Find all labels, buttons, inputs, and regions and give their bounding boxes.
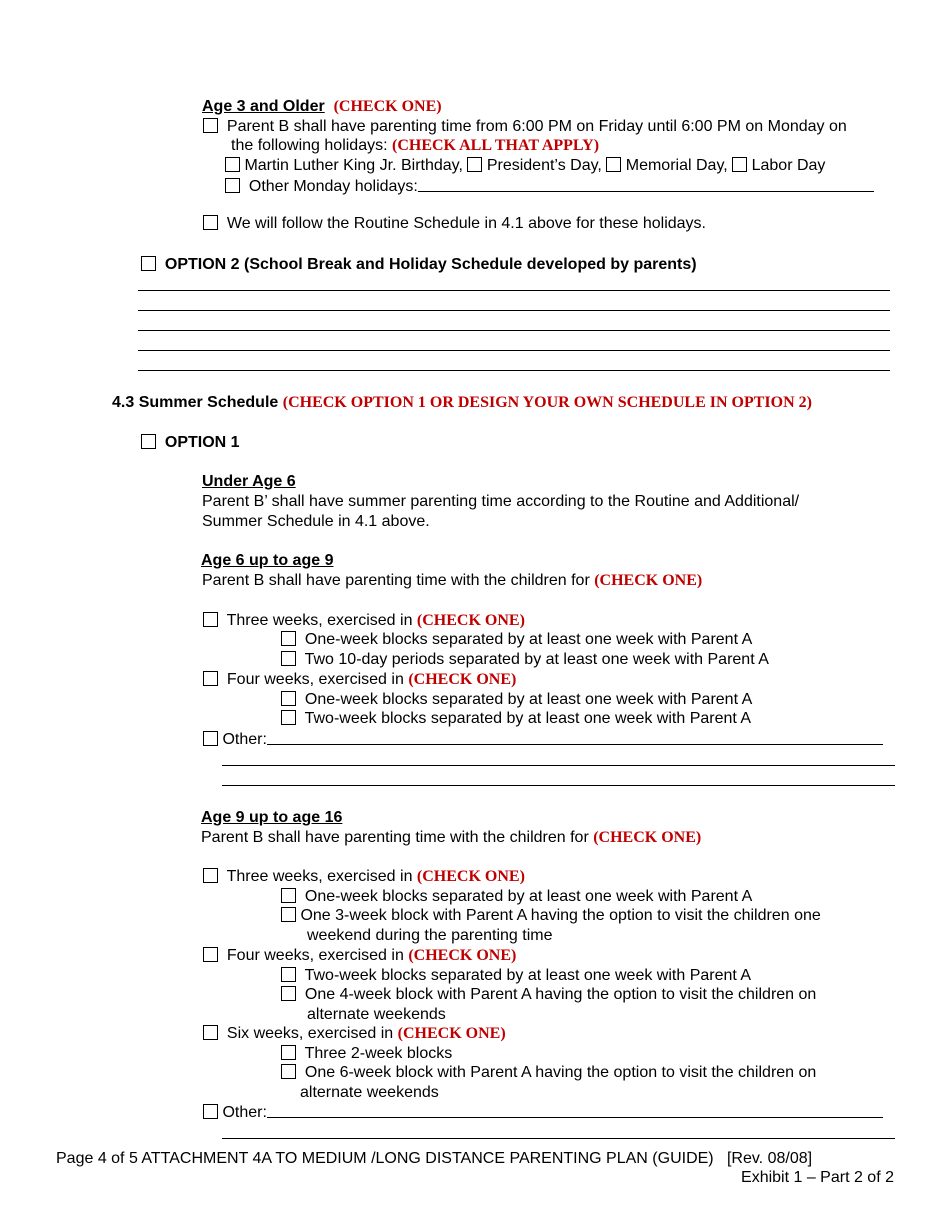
summer-option1-label: OPTION 1 <box>164 434 240 451</box>
age9-three-weeks-row <box>203 867 525 886</box>
summer-option1-checkbox[interactable] <box>141 434 156 449</box>
other-monday-row <box>225 176 874 196</box>
age6-other-label: Other: <box>222 731 267 748</box>
age9-3w-block-label-1: One 3-week block with Parent A having the option to visit the children one <box>300 907 821 924</box>
age3-option-weekend <box>203 117 847 136</box>
check-all-label: (CHECK ALL THAT APPLY) <box>392 137 600 154</box>
age9-four-weeks-label: Four weeks, exercised in <box>226 947 404 964</box>
age6-4w-one-week-label: One-week blocks separated by at least one week with Parent A <box>304 691 753 708</box>
age9-heading-row <box>201 808 342 827</box>
age6-4w-one-week-row <box>281 690 752 709</box>
other-monday-label: Other Monday holidays: <box>248 178 418 195</box>
age6-intro-row <box>202 571 702 590</box>
option2-blank-line-2[interactable] <box>138 310 890 311</box>
age3-weekend-text: Parent B shall have parenting time from 6:00 PM on Friday until 6:00 PM on Monday on <box>226 118 847 135</box>
age9-other-field[interactable] <box>267 1102 883 1118</box>
age9-other-checkbox[interactable] <box>203 1104 218 1119</box>
age9-4w-block-label-1: One 4-week block with Parent A having the option to visit the children on <box>304 986 817 1003</box>
age6-other-blank-line-2[interactable] <box>222 785 895 786</box>
age9-three-weeks-check-one: (CHECK ONE) <box>416 868 525 885</box>
age6-three-weeks-checkbox[interactable] <box>203 612 218 627</box>
routine-schedule-checkbox[interactable] <box>203 215 218 230</box>
age9-4w-block-checkbox[interactable] <box>281 986 296 1001</box>
age6-heading-row <box>201 551 333 570</box>
memorial-day-checkbox[interactable] <box>606 157 621 172</box>
age9-3w-one-week-checkbox[interactable] <box>281 888 296 903</box>
age6-four-weeks-row <box>203 670 516 689</box>
option2-label: OPTION 2 (School Break and Holiday Schedule developed by parents) <box>164 256 697 273</box>
age9-6w-block-checkbox[interactable] <box>281 1064 296 1079</box>
age6-3w-one-week-label: One-week blocks separated by at least one week with Parent A <box>304 631 753 648</box>
age6-other-field[interactable] <box>267 729 883 745</box>
age6-other-blank-line-1[interactable] <box>222 765 895 766</box>
age6-three-weeks-row <box>203 611 525 630</box>
routine-schedule-row <box>203 214 706 233</box>
age6-3w-two-10day-label: Two 10-day periods separated by at least one week with Parent A <box>304 651 769 668</box>
age9-4w-block-row <box>281 985 816 1004</box>
age6-three-weeks-label: Three weeks, exercised in <box>226 612 413 629</box>
age9-six-weeks-check-one: (CHECK ONE) <box>397 1025 506 1042</box>
footer-left-row <box>56 1149 812 1168</box>
age9-six-weeks-row <box>203 1024 506 1043</box>
other-monday-field[interactable] <box>418 176 874 192</box>
age9-3w-one-week-row <box>281 887 752 906</box>
age3-check-one: (CHECK ONE) <box>333 98 442 115</box>
age9-three-weeks-label: Three weeks, exercised in <box>226 868 413 885</box>
age3-heading-row <box>202 97 442 116</box>
age9-6w-block-row <box>281 1063 816 1082</box>
age3-holidays-line <box>231 136 599 155</box>
age9-four-weeks-row <box>203 946 516 965</box>
memorial-day-label: Memorial Day, <box>625 157 728 174</box>
age9-3w-block-checkbox[interactable] <box>281 907 296 922</box>
presidents-day-label: President’s Day, <box>486 157 602 174</box>
age9-heading: Age 9 up to age 16 <box>201 809 343 826</box>
age9-6w-three-2week-label: Three 2-week blocks <box>304 1045 453 1062</box>
under6-heading-row <box>202 472 296 491</box>
age9-4w-block-label-2: alternate weekends <box>307 1006 446 1023</box>
mlk-label: Martin Luther King Jr. Birthday, <box>244 157 463 174</box>
holiday-checkbox-row <box>225 156 825 175</box>
age6-four-weeks-label: Four weeks, exercised in <box>226 671 404 688</box>
age9-other-row <box>203 1102 883 1122</box>
age6-3w-one-week-row <box>281 630 752 649</box>
under6-text-2: Summer Schedule in 4.1 above. <box>202 513 430 530</box>
age6-heading: Age 6 up to age 9 <box>201 552 334 569</box>
age9-6w-three-2week-row <box>281 1044 452 1063</box>
option2-checkbox[interactable] <box>141 256 156 271</box>
option2-row <box>141 255 697 274</box>
footer-rev: [Rev. 08/08] <box>726 1150 813 1167</box>
age9-six-weeks-checkbox[interactable] <box>203 1025 218 1040</box>
age9-four-weeks-checkbox[interactable] <box>203 947 218 962</box>
age9-intro-row <box>201 828 701 847</box>
age6-other-row <box>203 729 883 749</box>
age6-four-weeks-check-one: (CHECK ONE) <box>408 671 517 688</box>
age6-3w-two-10day-checkbox[interactable] <box>281 651 296 666</box>
age9-3w-block-label-2: weekend during the parenting time <box>307 927 553 944</box>
presidents-day-checkbox[interactable] <box>467 157 482 172</box>
age9-three-weeks-checkbox[interactable] <box>203 868 218 883</box>
under6-text-1: Parent B’ shall have summer parenting time according to the Routine and Additional/ <box>202 493 800 510</box>
age9-6w-three-2week-checkbox[interactable] <box>281 1045 296 1060</box>
age3-holidays-text: the following holidays: <box>231 137 388 154</box>
under6-heading: Under Age 6 <box>202 473 296 490</box>
age6-four-weeks-checkbox[interactable] <box>203 671 218 686</box>
age6-other-checkbox[interactable] <box>203 731 218 746</box>
option2-blank-line-4[interactable] <box>138 350 890 351</box>
age9-4w-two-week-label: Two-week blocks separated by at least one week with Parent A <box>304 967 752 984</box>
age6-check-one: (CHECK ONE) <box>594 572 703 589</box>
labor-day-label: Labor Day <box>751 157 826 174</box>
age9-check-one: (CHECK ONE) <box>593 829 702 846</box>
age9-intro: Parent B shall have parenting time with the children for <box>201 829 589 846</box>
option2-blank-line-1[interactable] <box>138 290 890 291</box>
age9-4w-two-week-row <box>281 966 751 985</box>
option2-blank-line-5[interactable] <box>138 370 890 371</box>
age6-3w-two-10day-row <box>281 650 769 669</box>
age6-4w-two-week-label: Two-week blocks separated by at least one week with Parent A <box>304 710 752 727</box>
footer-exhibit: Exhibit 1 – Part 2 of 2 <box>741 1169 894 1186</box>
age9-6w-block-label-2: alternate weekends <box>300 1084 439 1101</box>
summer-option1-row <box>141 433 240 452</box>
footer-title: Page 4 of 5 ATTACHMENT 4A TO MEDIUM /LONG DISTANCE PARENTING PLAN (GUIDE) <box>56 1150 714 1167</box>
age9-six-weeks-label: Six weeks, exercised in <box>226 1025 394 1042</box>
summer-heading-row <box>112 393 812 412</box>
age9-4w-two-week-checkbox[interactable] <box>281 967 296 982</box>
age9-four-weeks-check-one: (CHECK ONE) <box>408 947 517 964</box>
summer-heading: 4.3 Summer Schedule <box>112 394 279 411</box>
age9-other-blank-line-1[interactable] <box>222 1138 895 1139</box>
age6-intro: Parent B shall have parenting time with the children for <box>202 572 590 589</box>
routine-schedule-text: We will follow the Routine Schedule in 4.1 above for these holidays. <box>226 215 706 232</box>
mlk-checkbox[interactable] <box>225 157 240 172</box>
age9-3w-one-week-label: One-week blocks separated by at least one week with Parent A <box>304 888 753 905</box>
age6-4w-two-week-row <box>281 709 751 728</box>
other-monday-checkbox[interactable] <box>225 178 240 193</box>
age9-other-label: Other: <box>222 1104 267 1121</box>
age9-3w-block-row <box>281 906 821 925</box>
age3-heading: Age 3 and Older <box>202 98 325 115</box>
summer-instruction: (CHECK OPTION 1 OR DESIGN YOUR OWN SCHEDULE IN OPTION 2) <box>282 394 812 411</box>
age6-three-weeks-check-one: (CHECK ONE) <box>416 612 525 629</box>
age3-weekend-checkbox[interactable] <box>203 118 218 133</box>
age6-4w-one-week-checkbox[interactable] <box>281 691 296 706</box>
labor-day-checkbox[interactable] <box>732 157 747 172</box>
age6-3w-one-week-checkbox[interactable] <box>281 631 296 646</box>
age6-4w-two-week-checkbox[interactable] <box>281 710 296 725</box>
age9-6w-block-label-1: One 6-week block with Parent A having the option to visit the children on <box>304 1064 817 1081</box>
option2-blank-line-3[interactable] <box>138 330 890 331</box>
